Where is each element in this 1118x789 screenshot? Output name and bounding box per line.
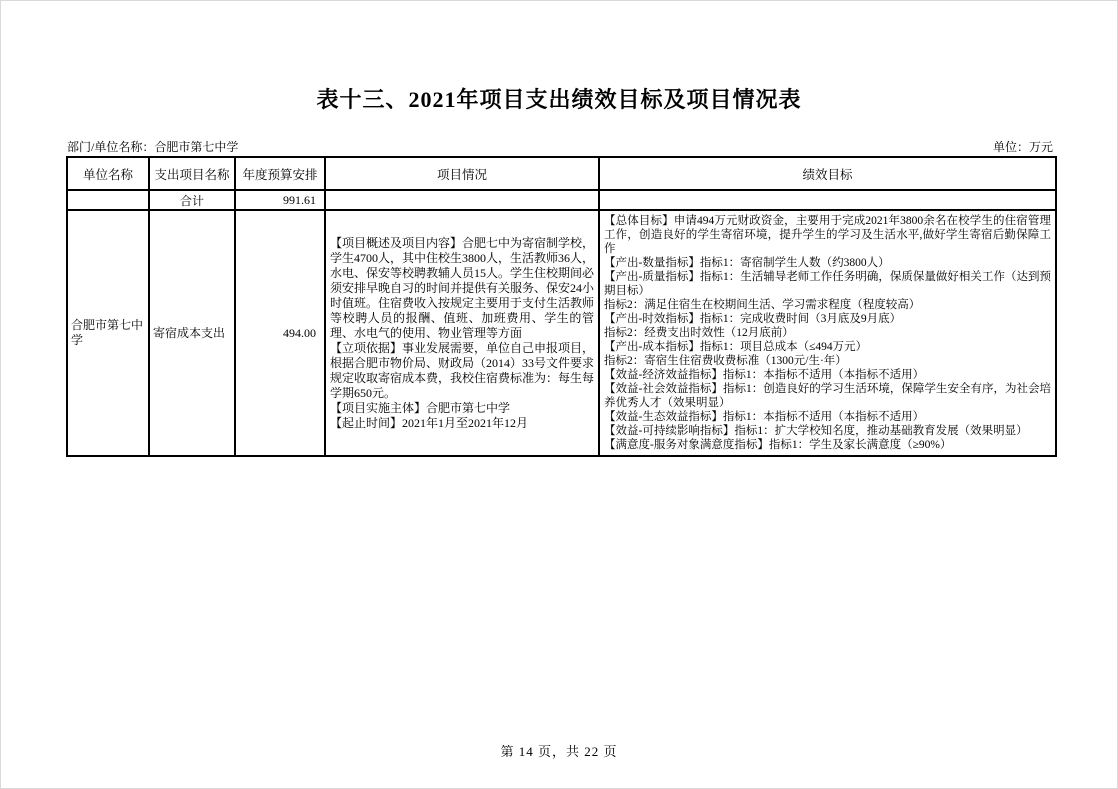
header-unit-name: 单位名称 bbox=[67, 157, 149, 190]
page-title: 表十三、2021年项目支出绩效目标及项目情况表 bbox=[316, 87, 802, 112]
detail-row bbox=[67, 210, 1056, 456]
performance-target-paragraph: 【效益-经济效益指标】指标1：本指标不适用（本指标不适用） bbox=[604, 369, 925, 381]
table-meta-row bbox=[67, 138, 1053, 155]
detail-annual-budget: 494.00 bbox=[235, 210, 325, 456]
performance-target-paragraph: 指标2：满足住宿生在校期间生活、学习需求程度（程度较高） bbox=[604, 299, 921, 311]
header-annual-budget: 年度预算安排 bbox=[235, 157, 325, 190]
detail-project-info bbox=[325, 210, 599, 456]
performance-target-paragraph: 【效益-社会效益指标】指标1：创造良好的学习生活环境，保障学生安全有序，为社会培养优秀人才（效果明显） bbox=[604, 383, 1051, 409]
detail-unit-name: 合肥市第七中学 bbox=[67, 210, 149, 456]
summary-unit-name bbox=[67, 190, 149, 210]
header-performance-target: 绩效目标 bbox=[599, 157, 1056, 190]
page-number: 第 14 页，共 22 页 bbox=[500, 744, 618, 759]
performance-target-paragraph: 【满意度-服务对象满意度指标】指标1：学生及家长满意度（≥90%） bbox=[604, 439, 952, 451]
performance-target-paragraph: 【效益-生态效益指标】指标1：本指标不适用（本指标不适用） bbox=[604, 411, 925, 423]
header-project-info: 项目情况 bbox=[325, 157, 599, 190]
department-name-label: 部门/单位名称：合肥市第七中学 bbox=[67, 140, 239, 154]
project-info-paragraph: 【项目概述及项目内容】合肥七中为寄宿制学校，学生4700人，其中住校生3800人，生活教师36人，水电、保安等校聘教辅人员15人。学生住校期间必须安排早晚自习的时间并提供有关服务、保安24小时值班。住宿费收入按规定主要用于支付生活教师等校聘人员的报酬、值班、加班费用、学生的管理、水电气的使用、物业管理等方面 bbox=[330, 235, 595, 340]
unit-label: 单位：万元 bbox=[992, 140, 1053, 154]
performance-target-paragraph: 【产出-时效指标】指标1：完成收费时间（3月底及9月底） bbox=[604, 313, 902, 325]
summary-project-info bbox=[325, 190, 599, 210]
detail-performance-target bbox=[599, 210, 1056, 456]
performance-target-paragraph: 【效益-可持续影响指标】指标1：扩大学校知名度，推动基础教育发展（效果明显） bbox=[604, 425, 1028, 437]
performance-target-paragraph: 【产出-成本指标】指标1：项目总成本（≤494万元） bbox=[604, 341, 868, 353]
project-info-paragraph: 【项目实施主体】合肥市第七中学 bbox=[330, 400, 511, 415]
performance-target-paragraph: 【产出-数量指标】指标1：寄宿制学生人数（约3800人） bbox=[604, 257, 890, 269]
detail-project-name: 寄宿成本支出 bbox=[149, 210, 235, 456]
performance-target-paragraph: 【产出-质量指标】指标1：生活辅导老师工作任务明确，保质保量做好相关工作（达到预期目标） bbox=[604, 271, 1051, 297]
performance-target-paragraph: 【总体目标】申请494万元财政资金，主要用于完成2021年3800余名在校学生的住宿管理工作，创造良好的学生寄宿环境，提升学生的学习及生活水平,做好学生寄宿后勤保障工作 bbox=[604, 215, 1051, 255]
summary-project-name: 合计 bbox=[149, 190, 235, 210]
performance-table bbox=[66, 156, 1057, 457]
project-info-paragraph: 【起止时间】2021年1月至2021年12月 bbox=[330, 415, 529, 430]
header-project-name: 支出项目名称 bbox=[149, 157, 235, 190]
project-info-paragraph: 【立项依据】事业发展需要，单位自己申报项目，根据合肥市物价局、财政局（2014）33号文件要求规定收取寄宿成本费，我校住宿费标准为：每生每学期650元。 bbox=[330, 340, 595, 400]
performance-target-paragraph: 指标2：寄宿生住宿费收费标准（1300元/生·年） bbox=[604, 355, 847, 367]
table-header-row bbox=[67, 157, 1056, 190]
performance-target-paragraph: 指标2：经费支出时效性（12月底前） bbox=[604, 327, 794, 339]
summary-row bbox=[67, 190, 1056, 210]
summary-performance-target bbox=[599, 190, 1056, 210]
summary-annual-budget: 991.61 bbox=[235, 190, 325, 210]
